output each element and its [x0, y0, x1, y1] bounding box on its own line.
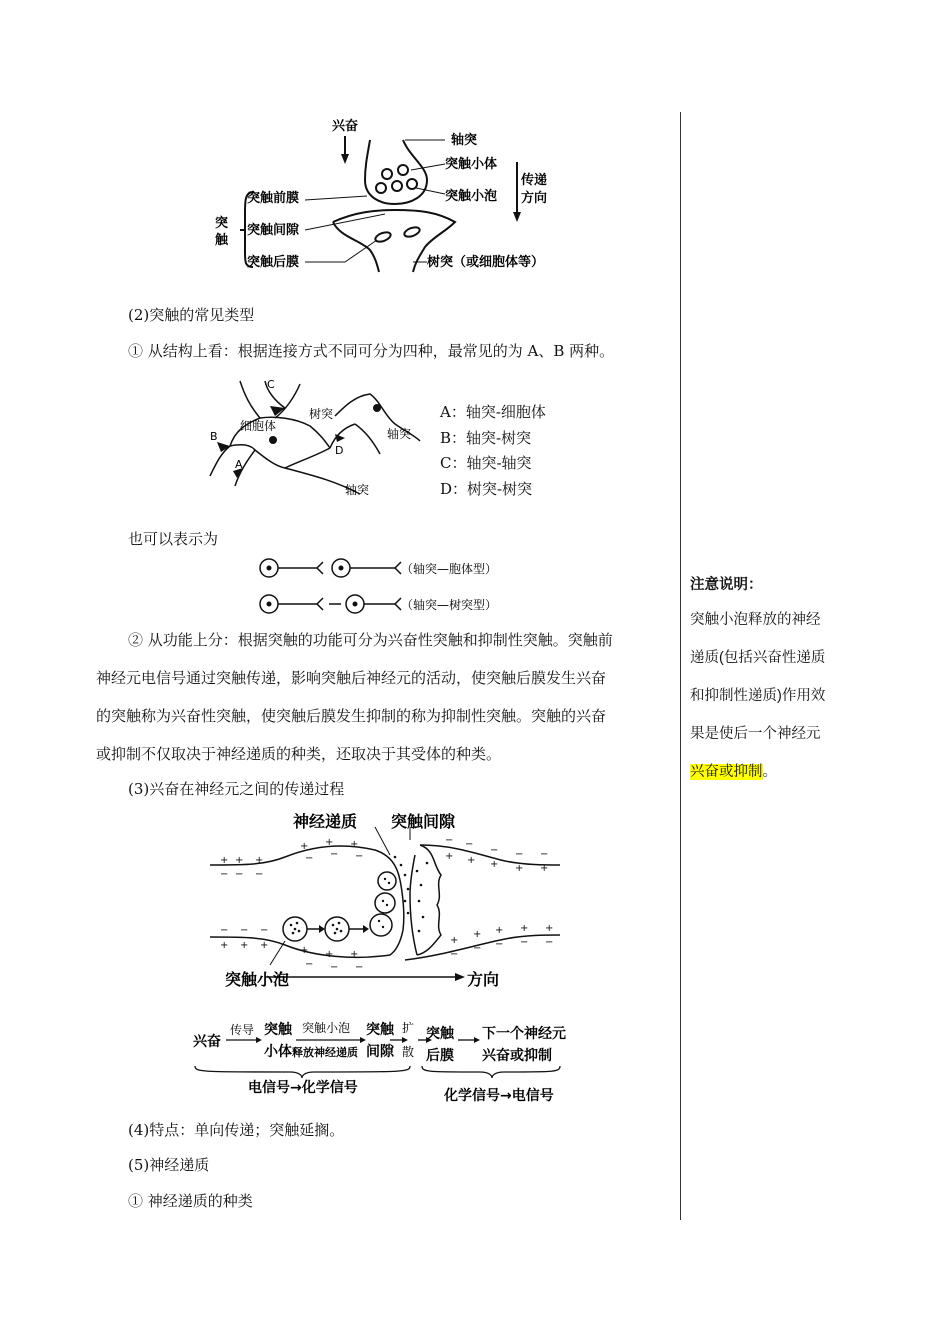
- paragraph-types: (2)突触的常见类型: [128, 306, 255, 324]
- note-title: 注意说明：: [690, 577, 763, 593]
- label-houmo: 突触后膜: [247, 255, 300, 270]
- label-b: B: [210, 430, 218, 443]
- svg-text:−: −: [545, 937, 554, 948]
- label-dizhi: 神经递质: [293, 812, 358, 831]
- flow-xingfen: 兴奋: [193, 1034, 221, 1050]
- label-tuchu-xiaoti: 突触小体: [445, 157, 498, 172]
- svg-text:−: −: [305, 853, 314, 864]
- paragraph-kinds: ① 神经递质的种类: [128, 1192, 253, 1210]
- svg-text:−: −: [220, 925, 229, 936]
- svg-text:−: −: [240, 925, 249, 936]
- flow-shifang: 释放神经递质: [292, 1046, 358, 1059]
- svg-text:+: +: [240, 940, 249, 951]
- svg-text:+: +: [515, 863, 524, 874]
- svg-text:+: +: [490, 859, 499, 870]
- svg-text:+: +: [325, 949, 334, 960]
- svg-text:−: −: [520, 937, 529, 948]
- flow-next: 下一个神经元: [482, 1026, 566, 1042]
- svg-text:−: −: [330, 849, 339, 860]
- svg-text:+: +: [300, 945, 309, 956]
- flow-jianxi: 间隙: [366, 1044, 394, 1060]
- synapse-types-figure: [205, 376, 425, 501]
- label-tuchu-xiaopao: 突触小泡: [445, 189, 498, 204]
- note-line-4: 果是使后一个神经元: [690, 726, 821, 742]
- label-fangxiang: 方向: [467, 970, 500, 989]
- svg-text:−: −: [355, 962, 364, 973]
- svg-text:−: −: [465, 839, 474, 850]
- flow-tuchu-1: 突触: [264, 1022, 292, 1038]
- svg-text:+: +: [300, 841, 309, 852]
- legend-item-b: B：轴突-树突: [440, 428, 532, 447]
- label-shutu: 树突（或细胞体等）: [427, 255, 545, 270]
- svg-text:−: −: [490, 845, 499, 856]
- svg-text:+: +: [255, 855, 264, 866]
- label-c: C: [267, 378, 275, 391]
- flow-tuchu-2: 突触: [366, 1022, 394, 1038]
- label-type2: （轴突—树突型）: [401, 598, 498, 612]
- svg-text:−: −: [355, 851, 364, 862]
- column-divider: [680, 112, 681, 1220]
- label-jianxi: 突触间隙: [391, 812, 456, 831]
- svg-text:−: −: [330, 962, 339, 973]
- synapse-schematic-figure: [255, 552, 525, 620]
- label-chu: 触: [215, 233, 229, 248]
- svg-text:+: +: [495, 925, 504, 936]
- flow-result: 兴奋或抑制: [482, 1048, 552, 1064]
- flow-tuchu-3: 突触: [426, 1026, 454, 1042]
- note-line-5: [690, 760, 777, 781]
- label-chuandi: 传递: [521, 173, 548, 188]
- paragraph-function-2: 神经元电信号通过突触传递，影响突触后神经元的活动，使突触后膜发生兴奋: [96, 669, 607, 687]
- label-zhoutu-1: 轴突: [387, 427, 412, 441]
- legend-item-d: D：树突-树突: [440, 479, 533, 498]
- svg-text:−: −: [255, 869, 264, 880]
- svg-text:+: +: [450, 935, 459, 946]
- note-end: 。: [762, 764, 777, 780]
- svg-text:+: +: [520, 923, 529, 934]
- note-line-1: 突触小泡释放的神经: [690, 612, 821, 628]
- synapse-types-legend: [440, 400, 546, 502]
- label-shutu: 树突: [309, 407, 334, 421]
- label-qianmo: 突触前膜: [247, 191, 300, 206]
- transmission-process-figure: [205, 805, 565, 995]
- label-tu: 突: [215, 216, 229, 231]
- paragraph-feature: (4)特点：单向传递；突触延搁。: [128, 1121, 345, 1139]
- label-a: A: [235, 458, 243, 471]
- note-line-3: 和抑制性递质)作用效: [690, 688, 826, 704]
- svg-text:+: +: [220, 940, 229, 951]
- svg-text:−: −: [473, 943, 482, 954]
- transmission-flow-figure: [190, 1012, 580, 1110]
- svg-text:−: −: [260, 925, 269, 936]
- svg-text:+: +: [545, 923, 554, 934]
- flow-kuo: 扩: [402, 1021, 415, 1035]
- flow-dian-hua: 电信号→化学信号: [248, 1080, 358, 1096]
- legend-item-c: C：轴突-轴突: [440, 454, 532, 472]
- svg-text:−: −: [445, 835, 454, 846]
- svg-text:−: −: [540, 849, 549, 860]
- svg-text:−: −: [450, 949, 459, 960]
- flow-xiaoti: 小体: [264, 1044, 292, 1060]
- label-zhoutu: 轴突: [451, 133, 478, 148]
- svg-text:−: −: [235, 869, 244, 880]
- svg-text:+: +: [220, 855, 229, 866]
- legend-item-a: A：轴突-细胞体: [440, 403, 546, 421]
- svg-text:+: +: [350, 839, 359, 850]
- svg-text:−: −: [515, 849, 524, 860]
- label-d: D: [335, 444, 344, 457]
- label-xingfen: 兴奋: [331, 119, 359, 134]
- svg-text:+: +: [350, 949, 359, 960]
- svg-text:+: +: [445, 851, 454, 862]
- svg-text:+: +: [260, 940, 269, 951]
- paragraph-transmitter: (5)神经递质: [128, 1156, 210, 1174]
- svg-text:+: +: [473, 929, 482, 940]
- note-highlight: 兴奋或抑制: [690, 764, 763, 780]
- paragraph-function-3: 的突触称为兴奋性突触，使突触后膜发生抑制的称为抑制性突触。突触的兴奋: [96, 707, 607, 725]
- flow-san: 散: [402, 1045, 415, 1059]
- label-xiaopao: 突触小泡: [225, 970, 290, 989]
- svg-text:−: −: [220, 869, 229, 880]
- note-line-2: 递质(包括兴奋性递质: [690, 650, 826, 666]
- flow-hua-dian: 化学信号→电信号: [444, 1088, 554, 1104]
- paragraph-also: 也可以表示为: [128, 530, 219, 548]
- svg-text:−: −: [305, 959, 314, 970]
- synapse-structure-figure: [205, 112, 565, 282]
- svg-text:+: +: [540, 863, 549, 874]
- paragraph-function-1: ② 从功能上分：根据突触的功能可分为兴奋性突触和抑制性突触。突触前: [128, 631, 613, 649]
- label-type1: （轴突—胞体型）: [401, 562, 498, 576]
- svg-text:+: +: [467, 855, 476, 866]
- paragraph-process: (3)兴奋在神经元之间的传递过程: [128, 780, 345, 798]
- label-jianxi: 突触间隙: [247, 223, 300, 238]
- label-fangxiang: 方向: [521, 191, 548, 206]
- label-xibaoti: 细胞体: [240, 419, 277, 433]
- paragraph-structure: ① 从结构上看：根据连接方式不同可分为四种，最常见的为 A、B 两种。: [128, 342, 615, 360]
- svg-text:+: +: [325, 837, 334, 848]
- flow-chuandao: 传导: [230, 1023, 255, 1037]
- paragraph-function-4: 或抑制不仅取决于神经递质的种类，还取决于其受体的种类。: [96, 745, 502, 763]
- label-zhoutu-2: 轴突: [345, 483, 370, 497]
- flow-xiaopao: 突触小泡: [302, 1021, 351, 1035]
- svg-text:−: −: [495, 939, 504, 950]
- svg-text:+: +: [235, 855, 244, 866]
- flow-houmo: 后膜: [426, 1048, 454, 1064]
